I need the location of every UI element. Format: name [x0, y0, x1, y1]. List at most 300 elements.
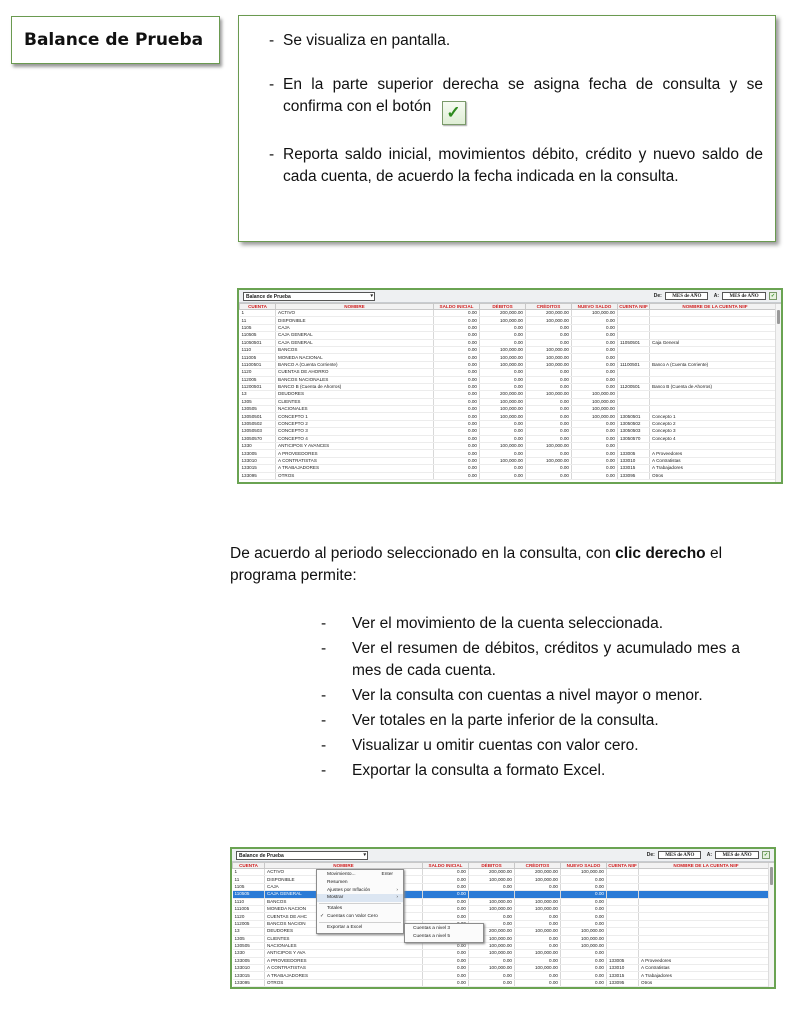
table-cell: 0.00 — [434, 369, 480, 376]
table-cell: 0.00 — [526, 450, 572, 457]
list-item — [321, 685, 740, 707]
table-cell: 11 — [240, 317, 276, 324]
column-header[interactable]: CUENTA — [233, 863, 265, 869]
table-cell: 0.00 — [480, 339, 526, 346]
column-header[interactable]: NOMBRE DE LA CUENTA NIIF — [639, 863, 774, 869]
table-row[interactable] — [233, 883, 774, 890]
menu-shortcut: Enter — [381, 872, 393, 877]
table-row[interactable] — [233, 950, 774, 957]
table-cell: 100,000.00 — [561, 942, 607, 949]
table-cell — [650, 443, 781, 450]
table-cell: 0.00 — [423, 913, 469, 920]
menu-item[interactable] — [317, 894, 403, 902]
table-cell: 0.00 — [434, 354, 480, 361]
table-cell: DEUDORES — [276, 391, 434, 398]
table-cell: Concepto 3 — [650, 428, 781, 435]
table-cell — [618, 346, 650, 353]
bullet-dash: - — [269, 76, 275, 93]
table-cell — [639, 898, 774, 905]
table-row[interactable] — [240, 376, 781, 383]
column-header[interactable]: DÉBITOS — [480, 304, 526, 310]
table-cell: 100,000.00 — [526, 346, 572, 353]
table-cell — [618, 369, 650, 376]
scrollbar-thumb[interactable] — [770, 867, 773, 885]
table-cell: 0.00 — [434, 435, 480, 442]
table-cell: 1120 — [233, 913, 265, 920]
table-cell: 0.00 — [423, 979, 469, 986]
table-cell: 133015 — [233, 972, 265, 979]
menu-item[interactable] — [317, 924, 403, 932]
table-cell — [469, 891, 515, 898]
table-cell: 0.00 — [434, 443, 480, 450]
table-cell: 0.00 — [561, 957, 607, 964]
table-cell — [639, 869, 774, 876]
table-cell: 100,000.00 — [480, 406, 526, 413]
table-cell: 11 — [233, 876, 265, 883]
table-cell: 0.00 — [434, 339, 480, 346]
info-bullet-text: Reporta saldo inicial, movimientos débito, crédito y nuevo saldo de cada cuenta, de acuerdo la fecha indicada en la consulta. — [283, 146, 763, 185]
table-cell: 0.00 — [423, 898, 469, 905]
table-cell: 0.00 — [423, 891, 469, 898]
table-cell: 0.00 — [561, 950, 607, 957]
menu-item[interactable] — [317, 913, 403, 921]
table-row[interactable] — [240, 457, 781, 464]
table-row[interactable] — [233, 905, 774, 912]
table-cell: 1305 — [240, 398, 276, 405]
from-date-field[interactable]: MES de AÑO — [658, 851, 701, 859]
table-cell: 100,000.00 — [572, 406, 618, 413]
table-cell — [650, 376, 781, 383]
to-date-field[interactable]: MES de AÑO — [715, 851, 758, 859]
table-cell: A TRABAJADORES — [265, 972, 423, 979]
table-cell: CONCEPTO 1 — [276, 413, 434, 420]
menu-item-label: Mostrar — [327, 895, 344, 901]
column-header[interactable]: CRÉDITOS — [526, 304, 572, 310]
vertical-scrollbar[interactable] — [768, 863, 774, 987]
column-header[interactable]: NOMBRE DE LA CUENTA NIIF — [650, 304, 781, 310]
confirm-check-icon: ✓ — [442, 101, 466, 125]
table-cell: 100,000.00 — [515, 905, 561, 912]
table-cell: 100,000.00 — [526, 317, 572, 324]
table-cell: 0.00 — [526, 406, 572, 413]
menu-item-label: Movimiento... — [327, 872, 356, 877]
confirm-check-icon[interactable]: ✓ — [763, 852, 769, 858]
table-cell: 0.00 — [434, 332, 480, 339]
table-cell: CAJA GENERAL — [276, 339, 434, 346]
table-cell: 0.00 — [434, 457, 480, 464]
table-cell: 200,000.00 — [469, 869, 515, 876]
table-cell: CAJA — [265, 883, 423, 890]
table-cell: 100,000.00 — [526, 391, 572, 398]
table-cell — [639, 905, 774, 912]
table-cell: 0.00 — [469, 972, 515, 979]
table-row[interactable] — [233, 979, 774, 986]
table-cell: BANCOS NACIONALES — [276, 376, 434, 383]
info-bullet — [269, 30, 763, 52]
table-cell — [618, 332, 650, 339]
submenu-item[interactable]: Cuentas a nivel 3 — [413, 926, 451, 931]
from-date-field[interactable]: MES de AÑO — [665, 292, 708, 300]
confirm-check-icon[interactable]: ✓ — [770, 293, 776, 299]
menu-item[interactable] — [317, 879, 403, 887]
column-header[interactable]: SALDO INICIAL — [423, 863, 469, 869]
table-row[interactable] — [240, 420, 781, 427]
menu-item-label: Resumen — [327, 879, 348, 885]
table-cell — [650, 324, 781, 331]
table-cell: 100,000.00 — [469, 935, 515, 942]
table-row[interactable] — [240, 354, 781, 361]
table-cell: CUENTAS DE AHC — [265, 913, 423, 920]
table-cell: 133010 — [233, 965, 265, 972]
info-bullet-text: En la parte superior derecha se asigna fecha de consulta y se confirma con el botón — [283, 76, 763, 115]
table-cell — [607, 869, 639, 876]
to-date-field[interactable]: MES de AÑO — [722, 292, 765, 300]
column-header[interactable]: NOMBRE — [276, 304, 434, 310]
table-cell: MONEDA NACION — [265, 905, 423, 912]
table-cell: A PROVEEDORES — [276, 450, 434, 457]
table-cell — [607, 913, 639, 920]
table-row[interactable] — [240, 406, 781, 413]
table-cell — [650, 317, 781, 324]
table-cell: 100,000.00 — [561, 928, 607, 935]
menu-item-label: Exportar a Excel — [327, 924, 363, 930]
table-row[interactable] — [240, 332, 781, 339]
table-row[interactable] — [240, 369, 781, 376]
table-cell — [607, 905, 639, 912]
table-cell: 0.00 — [526, 324, 572, 331]
table-cell: 0.00 — [469, 979, 515, 986]
table-cell: 133095 — [618, 472, 650, 479]
menu-item[interactable] — [317, 871, 403, 879]
table-cell: BANCO A (Cuenta Corriente) — [276, 361, 434, 368]
table-cell — [650, 354, 781, 361]
table-cell: 0.00 — [526, 369, 572, 376]
table-cell: 0.00 — [434, 398, 480, 405]
table-row[interactable] — [233, 869, 774, 876]
table-cell: 0.00 — [572, 339, 618, 346]
bullet-dash: - — [321, 762, 327, 779]
table-cell — [618, 324, 650, 331]
submenu-item[interactable]: Cuentas a nivel 5 — [413, 933, 451, 939]
table-cell: A CONTRATISTAS — [265, 965, 423, 972]
table-cell — [607, 935, 639, 942]
list-item — [321, 613, 740, 635]
table-cell — [618, 398, 650, 405]
table-cell — [650, 310, 781, 317]
table-cell: 11050501 — [618, 339, 650, 346]
submenu — [404, 923, 484, 943]
table-row[interactable] — [233, 972, 774, 979]
table-cell — [607, 928, 639, 935]
menu-item[interactable] — [317, 887, 403, 895]
table-cell: Concepto 1 — [650, 413, 781, 420]
menu-item-label: Cuentas con Valor Cero — [327, 913, 378, 919]
info-bullet — [269, 74, 763, 125]
table-cell: 0.00 — [572, 435, 618, 442]
table-cell: 0.00 — [423, 957, 469, 964]
table-cell: 100,000.00 — [515, 876, 561, 883]
table-cell: 100,000.00 — [480, 361, 526, 368]
list-item — [321, 760, 740, 782]
column-header[interactable]: CUENTA — [240, 304, 276, 310]
intro-text: De acuerdo al periodo seleccionado en la consulta, con — [230, 545, 616, 562]
table-cell: 0.00 — [515, 883, 561, 890]
table-cell: 100,000.00 — [572, 391, 618, 398]
table-cell: 13050502 — [618, 420, 650, 427]
column-header[interactable]: NUEVO SALDO — [572, 304, 618, 310]
table-cell: 0.00 — [526, 420, 572, 427]
chevron-right-icon: › — [396, 895, 398, 901]
table-cell: 13050501 — [240, 413, 276, 420]
table-row[interactable] — [233, 957, 774, 964]
table-cell: 100,000.00 — [469, 898, 515, 905]
intro-bold-text: clic derecho — [615, 545, 706, 562]
table-cell: 133010 — [607, 965, 639, 972]
table-cell: A Contratistas — [650, 457, 781, 464]
balance-table — [239, 303, 781, 480]
table-cell: 100,000.00 — [572, 310, 618, 317]
column-header[interactable]: NUEVO SALDO — [561, 863, 607, 869]
table-cell: NACIONALES — [265, 942, 423, 949]
table-cell: CAJA GENERAL — [265, 891, 423, 898]
table-cell: 0.00 — [423, 950, 469, 957]
table-cell: 0.00 — [480, 376, 526, 383]
table-cell: 0.00 — [572, 317, 618, 324]
table-cell: DISPONIBLE — [265, 876, 423, 883]
table-cell: 1105 — [240, 324, 276, 331]
table-cell: 0.00 — [572, 361, 618, 368]
table-cell: 133015 — [618, 465, 650, 472]
table-cell — [639, 942, 774, 949]
table-cell — [639, 913, 774, 920]
table-row[interactable] — [240, 324, 781, 331]
menu-item-label: Ajustes por Inflación — [327, 887, 371, 893]
report-toolbar — [232, 849, 774, 862]
table-row[interactable] — [233, 965, 774, 972]
table-cell — [618, 354, 650, 361]
table-row[interactable] — [240, 361, 781, 368]
menu-separator — [319, 922, 401, 923]
intro-text-end: el programa permite: — [230, 545, 723, 584]
table-cell: 100,000.00 — [561, 869, 607, 876]
table-cell — [607, 883, 639, 890]
table-cell: 0.00 — [423, 905, 469, 912]
table-row[interactable] — [240, 317, 781, 324]
table-row[interactable] — [240, 398, 781, 405]
report-combo[interactable] — [236, 851, 368, 860]
date-range — [643, 851, 770, 859]
table-cell: 100,000.00 — [480, 354, 526, 361]
table-cell: 100,000.00 — [515, 928, 561, 935]
report-toolbar — [239, 290, 781, 303]
column-header[interactable]: CRÉDITOS — [515, 863, 561, 869]
table-row[interactable] — [240, 383, 781, 390]
table-cell: 200,000.00 — [469, 928, 515, 935]
table-cell: 0.00 — [434, 391, 480, 398]
table-cell: 0.00 — [434, 310, 480, 317]
table-cell: 130505 — [233, 942, 265, 949]
context-menu-screenshot — [230, 847, 776, 989]
table-row[interactable] — [240, 465, 781, 472]
table-cell: 11200501 — [618, 383, 650, 390]
table-cell: 100,000.00 — [572, 413, 618, 420]
table-cell: 0.00 — [515, 957, 561, 964]
table-cell: BANCOS — [265, 898, 423, 905]
table-cell: OTROS — [265, 979, 423, 986]
table-cell: 200,000.00 — [526, 310, 572, 317]
table-cell: 100,000.00 — [469, 876, 515, 883]
table-cell: 133005 — [240, 450, 276, 457]
intro-paragraph — [230, 543, 770, 587]
column-header[interactable]: SALDO INICIAL — [434, 304, 480, 310]
bullet-dash: - — [269, 32, 275, 49]
scrollbar-thumb[interactable] — [777, 310, 780, 324]
info-box — [238, 15, 776, 242]
table-cell: 1 — [240, 310, 276, 317]
table-cell: ACTIVO — [276, 310, 434, 317]
table-row[interactable] — [233, 913, 774, 920]
table-cell: 0.00 — [480, 450, 526, 457]
table-cell: 0.00 — [515, 913, 561, 920]
table-cell: 0.00 — [561, 913, 607, 920]
table-cell: 13 — [233, 928, 265, 935]
table-cell: 0.00 — [572, 324, 618, 331]
table-cell: 100,000.00 — [480, 413, 526, 420]
list-item-text: Ver totales en la parte inferior de la consulta. — [352, 712, 659, 729]
table-cell: 1110 — [233, 898, 265, 905]
table-cell: Caja General — [650, 339, 781, 346]
table-cell: 0.00 — [572, 376, 618, 383]
menu-item[interactable] — [317, 905, 403, 913]
table-cell: 133095 — [233, 979, 265, 986]
chevron-down-icon: ▾ — [363, 852, 366, 858]
table-row[interactable] — [233, 928, 774, 935]
table-row[interactable] — [240, 450, 781, 457]
table-row[interactable] — [240, 413, 781, 420]
table-cell: 0.00 — [434, 428, 480, 435]
table-cell: 0.00 — [572, 332, 618, 339]
table-cell: A Trabajadores — [639, 972, 774, 979]
table-row[interactable] — [240, 443, 781, 450]
date-range — [650, 292, 777, 300]
column-header[interactable]: DÉBITOS — [469, 863, 515, 869]
table-row[interactable] — [233, 898, 774, 905]
table-row[interactable] — [233, 891, 774, 898]
table-cell: 0.00 — [469, 920, 515, 927]
table-cell — [650, 369, 781, 376]
table-cell: 200,000.00 — [515, 869, 561, 876]
table-row[interactable] — [240, 310, 781, 317]
table-cell: A Contratistas — [639, 965, 774, 972]
table-cell: CAJA — [276, 324, 434, 331]
table-cell: 0.00 — [423, 869, 469, 876]
table-cell: 100,000.00 — [561, 935, 607, 942]
table-cell: 0.00 — [561, 979, 607, 986]
table-cell: A Proveedores — [639, 957, 774, 964]
table-cell: 0.00 — [526, 428, 572, 435]
report-combo[interactable] — [243, 292, 375, 301]
table-cell: 100,000.00 — [469, 950, 515, 957]
column-header[interactable]: CUENTA NIIF — [619, 304, 648, 309]
table-cell: 0.00 — [423, 942, 469, 949]
table-cell: 100,000.00 — [480, 457, 526, 464]
to-label: A: — [706, 852, 713, 858]
table-cell — [650, 398, 781, 405]
table-cell — [639, 883, 774, 890]
chevron-down-icon: ▾ — [370, 293, 373, 299]
table-cell: 0.00 — [480, 472, 526, 479]
table-cell: 0.00 — [423, 876, 469, 883]
table-cell: 0.00 — [434, 324, 480, 331]
table-cell — [639, 920, 774, 927]
table-cell: 0.00 — [572, 428, 618, 435]
table-cell: 0.00 — [434, 376, 480, 383]
table-cell — [650, 346, 781, 353]
table-cell: 1330 — [233, 950, 265, 957]
table-row[interactable] — [240, 472, 781, 479]
table-cell — [618, 310, 650, 317]
column-header[interactable]: CUENTA NIIF — [608, 863, 637, 868]
table-cell: A Trabajadores — [650, 465, 781, 472]
table-row[interactable] — [240, 346, 781, 353]
table-cell — [607, 876, 639, 883]
table-row[interactable] — [233, 935, 774, 942]
table-row[interactable] — [240, 428, 781, 435]
table-cell: 133015 — [607, 972, 639, 979]
table-cell — [607, 898, 639, 905]
table-cell: 0.00 — [423, 965, 469, 972]
table-cell — [618, 376, 650, 383]
table-cell: 100,000.00 — [480, 317, 526, 324]
table-cell: OTROS — [276, 472, 434, 479]
table-cell — [607, 942, 639, 949]
table-cell: 133015 — [240, 465, 276, 472]
report-combo-value: Balance de Prueba — [239, 853, 284, 859]
from-label: De: — [646, 852, 655, 858]
table-cell: 13 — [240, 391, 276, 398]
table-row[interactable] — [233, 942, 774, 949]
list-item — [321, 735, 740, 757]
report-combo-value: Balance de Prueba — [246, 294, 291, 300]
table-row[interactable] — [240, 339, 781, 346]
table-cell: 0.00 — [572, 450, 618, 457]
table-row[interactable] — [240, 391, 781, 398]
table-cell: 1120 — [240, 369, 276, 376]
table-cell: 100,000.00 — [515, 898, 561, 905]
table-row[interactable] — [233, 876, 774, 883]
table-cell: 100,000.00 — [515, 950, 561, 957]
vertical-scrollbar[interactable] — [775, 304, 781, 482]
bullet-dash: - — [321, 712, 327, 729]
table-cell: 133005 — [233, 957, 265, 964]
table-cell: 11050501 — [240, 339, 276, 346]
table-row[interactable] — [240, 435, 781, 442]
table-cell — [639, 876, 774, 883]
table-cell: 13050503 — [618, 428, 650, 435]
table-cell: 0.00 — [434, 317, 480, 324]
table-cell: 0.00 — [469, 913, 515, 920]
table-cell: NACIONALES — [276, 406, 434, 413]
table-row[interactable] — [233, 920, 774, 927]
table-cell: 0.00 — [526, 332, 572, 339]
bullet-dash: - — [269, 146, 275, 163]
table-cell: 0.00 — [561, 876, 607, 883]
table-cell — [618, 406, 650, 413]
column-header[interactable]: NOMBRE — [265, 863, 423, 869]
chevron-right-icon: › — [396, 887, 398, 893]
table-cell: 0.00 — [561, 905, 607, 912]
table-cell: 0.00 — [561, 898, 607, 905]
